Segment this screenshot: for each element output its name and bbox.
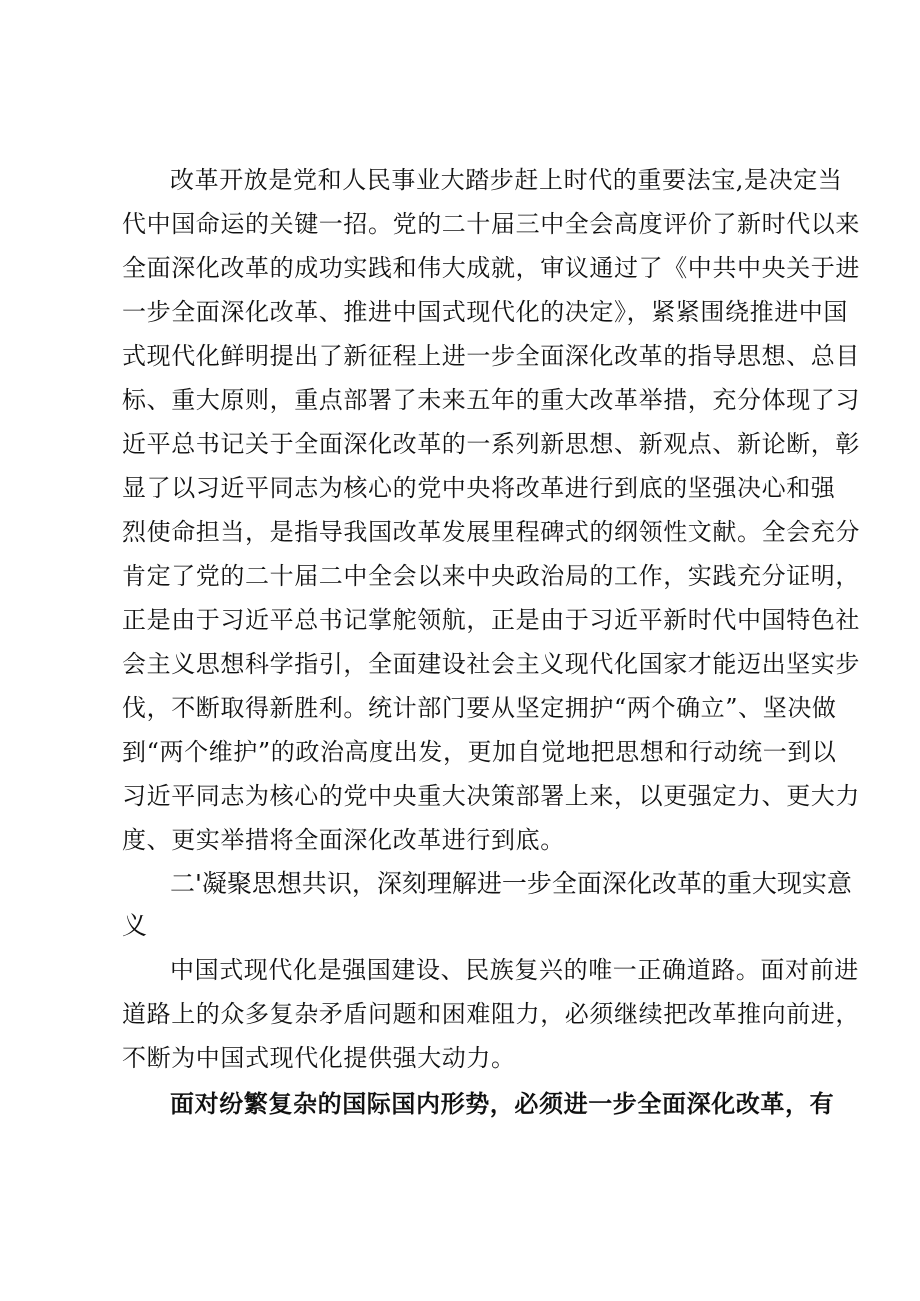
paragraph-1-line-10: 肯定了党的二十届二中全会以来中央政治局的工作，实践充分证明， [122, 562, 860, 590]
paragraph-1-line-5: 式现代化鲜明提出了新征程上进一步全面深化改革的指导思想、总目 [122, 342, 860, 370]
paragraph-1-line-15: 习近平同志为核心的党中央重大决策部署上来，以更强定力、更大力 [122, 782, 860, 810]
paragraph-1-line-1: 改革开放是党和人民事业大踏步赶上时代的重要法宝,是决定当 [170, 166, 843, 194]
paragraph-1-line-9: 烈使命担当，是指导我国改革发展里程碑式的纲领性文献。全会充分 [122, 518, 860, 546]
paragraph-1-line-16: 度、更实举措将全面深化改革进行到底。 [122, 826, 565, 854]
section-heading-line-1: 二'凝聚思想共识，深刻理解进一步全面深化改革的重大现实意 [170, 869, 852, 898]
paragraph-3-line-1: 面对纷繁复杂的国际国内形势，必须进一步全面深化改革，有 [170, 1089, 835, 1118]
paragraph-1-line-2: 代中国命运的关键一招。党的二十届三中全会高度评价了新时代以来 [122, 210, 860, 238]
paragraph-1-line-3: 全面深化改革的成功实践和伟大成就，审议通过了《中共中央关于进 [122, 254, 860, 282]
paragraph-2-line-1: 中国式现代化是强国建设、民族复兴的唯一正确道路。面对前进 [170, 956, 859, 984]
paragraph-1-line-6: 标、重大原则，重点部署了未来五年的重大改革举措，充分体现了习 [122, 386, 860, 414]
paragraph-1-line-4: 一步全面深化改革、推进中国式现代化的决定》，紧紧围绕推进中国 [122, 298, 848, 326]
section-heading-line-2: 义 [122, 911, 148, 940]
paragraph-2-line-2: 道路上的众多复杂矛盾问题和困难阻力，必须继续把改革推向前进， [122, 1000, 860, 1028]
paragraph-1-line-7: 近平总书记关于全面深化改革的一系列新思想、新观点、新论断，彰 [122, 430, 860, 458]
paragraph-1-line-14: 到“两个维护”的政治高度出发，更加自觉地把思想和行动统一到以 [122, 738, 837, 766]
paragraph-1-line-12: 会主义思想科学指引，全面建设社会主义现代化国家才能迈出坚实步 [122, 650, 860, 678]
paragraph-1-line-13: 伐，不断取得新胜利。统计部门要从坚定拥护“两个确立”、坚决做 [122, 694, 837, 722]
paragraph-1-line-8: 显了以习近平同志为核心的党中央将改革进行到底的坚强决心和强 [122, 474, 836, 502]
paragraph-1-line-11: 正是由于习近平总书记掌舵领航，正是由于习近平新时代中国特色社 [122, 606, 860, 634]
paragraph-2-line-3: 不断为中国式现代化提供强大动力。 [122, 1044, 516, 1072]
